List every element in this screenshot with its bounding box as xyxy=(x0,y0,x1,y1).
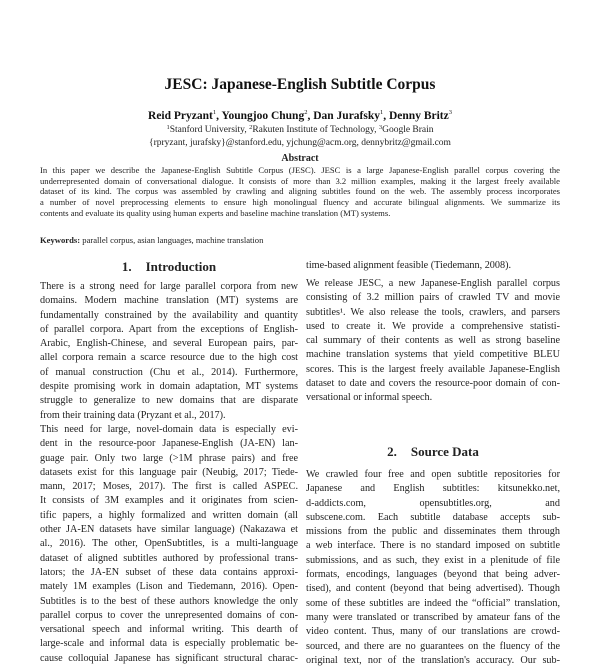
author-affiliation-mark: 3 xyxy=(448,109,452,116)
text-line: formats, encodings, languages (beyond that being adver- xyxy=(306,569,560,581)
text-line: mann, 2017; Moses, 2017). The first is called ASPEC. xyxy=(40,481,298,493)
text-line: There is a strong need for large parallel corpora from new xyxy=(40,281,298,292)
text-line: dataset of its kind. The corpus was assembled by crawling and aligning subtitles found on the web. The assembly process incorporates xyxy=(40,186,560,197)
paragraph xyxy=(306,277,560,406)
abstract-body xyxy=(40,165,560,219)
affiliation-name: Stanford University xyxy=(169,125,245,135)
text-line: mately 1M examples (Lison and Tiedemann, 2016). Open- xyxy=(40,581,298,593)
text-line: many were translated or transcribed by amateur fans of the xyxy=(306,611,560,623)
text-line: sourced, and there are no guarantees on the fluency of the xyxy=(306,640,560,652)
author-affiliation-mark: 1 xyxy=(380,109,384,116)
author-name: Denny Britz xyxy=(389,110,449,122)
text-line: contents and evaluate its quality using human experts and baseline machine translation (MT) systems. xyxy=(40,207,391,218)
paragraph xyxy=(40,423,298,666)
text-line: a web interface. There is no standard imposed on subtitle xyxy=(306,540,560,552)
text-line: This need for large, novel-domain data is especially evi- xyxy=(40,423,298,435)
text-line: from their training data (Pryzant et al., 2017). xyxy=(40,409,226,421)
text-line: allel corpora remain a scarce resource due to the high cost xyxy=(40,352,298,364)
author-affiliation-mark: 2 xyxy=(304,109,308,116)
section-heading-introduction xyxy=(40,259,298,275)
text-line: of parallel corpora. Apart from the exceptions of English- xyxy=(40,323,298,335)
text-line: large-scale and informal data is especially problematic be- xyxy=(40,638,298,650)
affiliation-number: 2 xyxy=(249,124,253,131)
text-line: cause colloquial Japanese has significant structural charac- xyxy=(40,652,298,664)
source-data-text xyxy=(306,468,560,668)
text-line: Arabic, English-Chinese, and several European pairs, par- xyxy=(40,338,298,350)
text-line: lators; the JA-EN subset of these data contains approxi- xyxy=(40,566,298,578)
text-line: subtitles¹. We also release the tools, crawlers, and parsers xyxy=(306,306,560,318)
affiliations: $^1$Stanford University, $^2$Rakuten Institute of Technology, $^3$Google Brain xyxy=(166,124,434,135)
author-name: Dan Jurafsky xyxy=(313,110,380,122)
text-line: d-addicts.com, opensubtitles.org, and xyxy=(306,497,560,509)
section-title: Source Data xyxy=(410,444,479,459)
section-number: 1. xyxy=(121,259,132,274)
text-line: underrepresented domain of conversational dialogue. It consists of more than 3.2 million examples, making it the largest freely available xyxy=(40,175,560,186)
text-line: domains. Modern machine translation (MT) systems are xyxy=(40,295,298,307)
text-line: submissions, and as such, they exist in a plenitude of file xyxy=(306,554,560,566)
text-line: guage pair. Only two large (>1M phrase pairs) and free xyxy=(40,452,298,464)
affiliation-name: Google Brain xyxy=(382,125,434,135)
text-line: cal summary of their contents as well as strong baseline xyxy=(306,335,560,347)
text-line: parallel corpus to cover the unrepresented domains of con- xyxy=(40,609,298,621)
text-line: Japanese and English subtitles: kitsunekko.net, xyxy=(306,483,560,495)
paragraph xyxy=(40,280,298,423)
text-line: subscene.com. Each subtitle database accepts sub- xyxy=(306,511,560,523)
keywords-label: Keywords: xyxy=(40,235,81,245)
text-line: It consists of 3M examples and it originates from scien- xyxy=(40,495,298,507)
section-title: Introduction xyxy=(145,259,217,274)
text-line: versational or informal speech. xyxy=(306,392,433,404)
right-column-text xyxy=(306,277,560,406)
keywords-text: parallel corpus, asian languages, machine translation xyxy=(82,235,264,245)
affiliation-number: 3 xyxy=(378,124,383,131)
text-line: dataset to date and covers the resource-poor domain of con- xyxy=(306,378,560,390)
affiliation-name: Rakuten Institute of Technology xyxy=(252,125,375,135)
section-number: 2. xyxy=(387,444,397,459)
section-heading-source-data xyxy=(306,444,560,460)
text-line: of manual construction (Chu et al., 2014). Furthermore, xyxy=(40,366,298,378)
author-name: Reid Pryzant xyxy=(148,110,213,122)
left-column-text xyxy=(40,280,298,666)
text-line: consisting of 3.2 million pairs of crawled TV and movie xyxy=(306,292,560,304)
text-line: fundamentally constrained by the availability and quantity xyxy=(40,309,298,321)
text-line: struggle to generalize to new domains that are disparate xyxy=(40,395,298,407)
affiliation-number: 1 xyxy=(166,124,170,131)
text-line: original text, nor of the translation's accuracy. Our sub- xyxy=(306,654,560,666)
text-line: dataset of aligned subtitles authored by professional trans- xyxy=(40,552,298,564)
author-affiliation-mark: 1 xyxy=(212,109,217,116)
text-line: We crawled four free and open subtitle repositories for xyxy=(306,469,560,480)
author-list: Reid Pryzant$^1$, Youngjoo Chung$^2$, Dan Jurafsky$^1$, Denny Britz$^3$ xyxy=(148,109,452,122)
text-line: despite promising work in domain adaptation, MT systems xyxy=(40,381,298,393)
text-line: Subtitles is to the best of these authors knowledge the only xyxy=(40,595,298,607)
text-line: tific papers, a highly formalized and written domain (all xyxy=(40,509,298,521)
text-line: scores. This is the largest freely available Japanese-English xyxy=(306,363,560,375)
text-line: missions from the public and disseminates them through xyxy=(306,526,560,538)
text-line: used to create it. We provide a comprehensive statisti- xyxy=(306,320,560,332)
text-line: dent in the resource-poor Japanese-English (JA-EN) lan- xyxy=(40,438,298,450)
text-line: In this paper we describe the Japanese-English Subtitle Corpus (JESC). JESC is a large Japanese-English parallel corpus covering the xyxy=(40,165,560,175)
text-line: datasets exist for this language pair (Neubig, 2017; Tiede- xyxy=(40,466,298,478)
abstract-heading: Abstract xyxy=(281,153,319,164)
text-line: video content. Thus, many of our translations are crowd- xyxy=(306,626,560,638)
text-line: versational speech and informal writing. This dearth of xyxy=(40,624,298,636)
keywords xyxy=(40,235,263,245)
text-line: other JA-EN datasets have similar language) (Nakazawa et xyxy=(40,524,298,536)
author-name: Youngjoo Chung xyxy=(221,110,305,122)
text-line: some of these subtitles are indeed the “official” translation, xyxy=(306,597,560,609)
author-emails: {rpryzant, jurafsky}@stanford.edu, yjchung@acm.org, dennybritz@gmail.com xyxy=(149,138,451,148)
right-column-carryover: time-based alignment feasible (Tiedemann, 2008). xyxy=(306,260,512,271)
text-line: tised), and content (beyond that being advertised). Though xyxy=(306,583,560,595)
text-line: machine translation systems that yield competitive BLEU xyxy=(306,349,560,361)
text-line: al., 2016). The other, OpenSubtitles, is a multi-language xyxy=(40,538,298,550)
paper-title: JESC: Japanese-English Subtitle Corpus xyxy=(164,76,436,93)
text-line: We release JESC, a new Japanese-English parallel corpus xyxy=(306,278,560,289)
paragraph xyxy=(306,468,560,668)
text-line: a number of novel preprocessing elements to ensure high monolingual fluency and accurate bilingual alignments. We summarize its xyxy=(40,197,560,208)
